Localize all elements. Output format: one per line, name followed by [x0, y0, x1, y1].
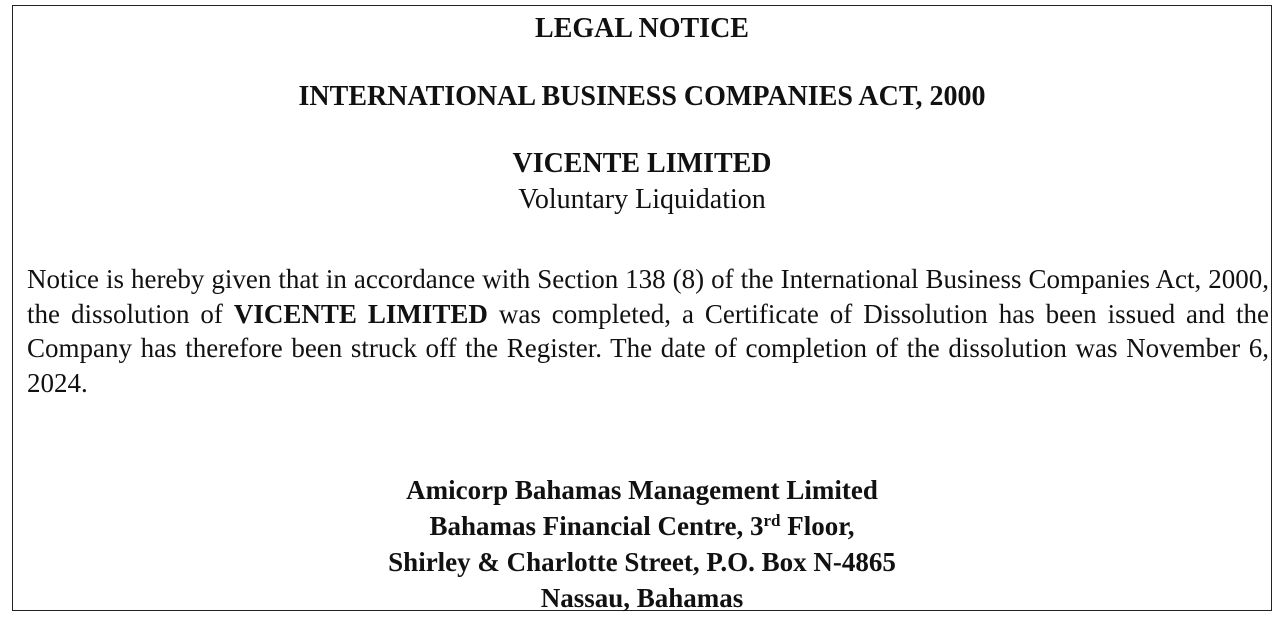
liquidation-subtitle: Voluntary Liquidation [518, 184, 766, 215]
address-building-name: Bahamas Financial Centre, 3 [429, 511, 764, 541]
address-floor-label: Floor, [780, 511, 855, 541]
address-line-building [13, 508, 1271, 544]
address-line-street: Shirley & Charlotte Street, P.O. Box N-4865 [388, 547, 896, 577]
legal-notice-box [12, 5, 1272, 611]
address-line-company: Amicorp Bahamas Management Limited [406, 475, 878, 505]
notice-body-company: VICENTE LIMITED [233, 298, 488, 329]
agent-address [13, 472, 1271, 616]
notice-body-intro: Notice is hereby given that in accordance with Section 138 (8) of the International Business Companies Act, 2000, the dissolution of [27, 264, 1269, 329]
act-title: INTERNATIONAL BUSINESS COMPANIES ACT, 2000 [298, 81, 986, 112]
notice-body [27, 262, 1269, 400]
address-line-city: Nassau, Bahamas [540, 583, 744, 613]
notice-body-rest: was completed, a Certificate of Dissolution has been issued and the Company has therefore been struck off the Register. The date of completion of the dissolution was November 6, 2024. [27, 298, 1269, 398]
address-floor-ordinal: rd [763, 511, 781, 530]
company-name: VICENTE LIMITED [512, 148, 772, 179]
notice-title: LEGAL NOTICE [535, 13, 749, 44]
